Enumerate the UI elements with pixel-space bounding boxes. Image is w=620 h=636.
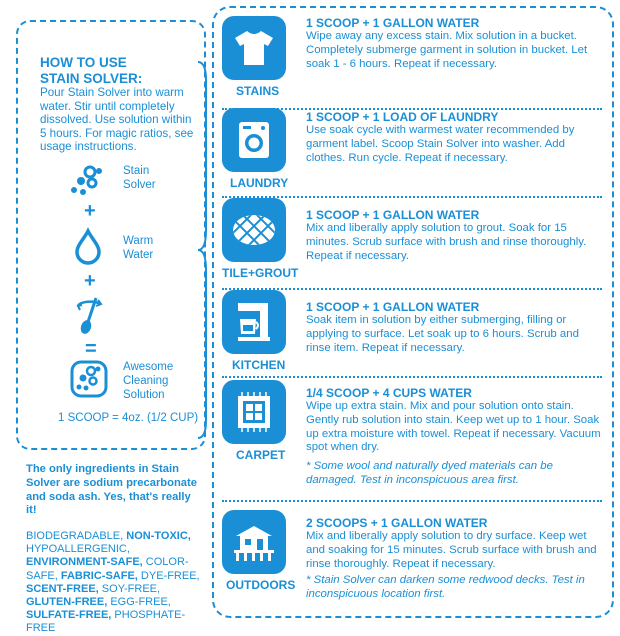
attribute-item: BIODEGRADABLE,: [26, 530, 124, 542]
attribute-item: COLOR-SAFE,: [26, 556, 189, 582]
section-label: OUTDOORS: [226, 578, 296, 592]
attribute-item: EGG-FREE,: [110, 596, 171, 609]
result-label: Awesome Cleaning Solution: [123, 361, 174, 401]
attribute-item: NON-TOXIC,: [126, 530, 191, 542]
attribute-item: GLUTEN-FREE,: [26, 596, 108, 609]
tile-carpet: [222, 380, 286, 444]
section-body: Mix and liberally apply solution to dry surface. Keep wet and soaking for 15 minutes. Scrub surface with brush and rinse thoroughly. Repeat if necessary.: [306, 530, 597, 570]
attribute-item: SULFATE-FREE,: [26, 609, 112, 622]
attribute-item: PHOSPHATE-FREE: [26, 609, 186, 635]
bubbles-icon: [70, 166, 104, 198]
tile-laundry: [222, 108, 286, 172]
section-stains: [222, 16, 602, 102]
ingredients-text: The only ingredients in Stain Solver are sodium precarbonate and soda ash. Yes, that's really it!: [26, 463, 197, 517]
attribute-item: SCENT-FREE,: [26, 582, 99, 595]
section-label: CARPET: [236, 448, 286, 462]
section-heading: 1 SCOOP + 1 GALLON WATER: [306, 208, 480, 222]
attribute-item: FABRIC-SAFE,: [60, 569, 138, 582]
section-carpet: [222, 380, 602, 500]
section-divider: [222, 500, 602, 502]
section-heading: 1/4 SCOOP + 4 CUPS WATER: [306, 386, 472, 400]
tile-stains: [222, 16, 286, 80]
attribute-item: DYE-FREE,: [140, 569, 200, 582]
attribute-item: ENVIRONMENT-SAFE,: [26, 556, 143, 569]
section-label: LAUNDRY: [230, 176, 289, 190]
washing-machine-icon: [237, 120, 271, 160]
tile-grout-icon: [231, 213, 277, 247]
product-attributes: [26, 530, 211, 636]
water-drop-icon: [74, 228, 102, 264]
section-body: Use soak cycle with warmest water recommended by garment label. Scoop Stain Solver into washer. Add clothes. Run cycle. Repeat if necessary.: [306, 124, 575, 164]
plus-sign: +: [84, 200, 96, 222]
section-laundry: [222, 108, 602, 194]
plus-sign-2: +: [84, 270, 96, 292]
section-label: KITCHEN: [232, 358, 286, 372]
section-note: * Stain Solver can darken some redwood decks. Test in inconspicuous location first.: [306, 574, 585, 600]
house-deck-icon: [232, 522, 276, 562]
section-heading: 1 SCOOP + 1 GALLON WATER: [306, 16, 480, 30]
section-body: Soak item in solution by either submerging, filling or applying to surface. Let soak up to 6 hours. Scrub and rinse item. Repeat if necessary.: [306, 314, 579, 354]
section-heading: 1 SCOOP + 1 GALLON WATER: [306, 300, 480, 314]
scoop-measure-note: 1 SCOOP = 4oz. (1/2 CUP): [58, 412, 199, 424]
section-note: * Some wool and naturally dyed materials can be damaged. Test in inconspicuous area first.: [306, 460, 553, 486]
tile-tile-grout: [222, 198, 286, 262]
tshirt-icon: [233, 29, 275, 67]
section-body: Wipe up extra stain. Mix and pour solution onto stain. Gently rub solution into stain. Keep wet up to 1 hour. Soak up extra moisture with towel. Repeat if necessary. Vacuum spot when dry.: [306, 400, 601, 454]
section-body: Wipe away any excess stain. Mix solution in a bucket. Completely submerge garment in solution in bucket. Let soak 1 - 6 hours. Repeat if necessary.: [306, 30, 588, 70]
warm-water-label: Warm Water: [123, 235, 154, 261]
how-to-use-text: Pour Stain Solver into warm water. Stir until completely dissolved. Use solution within 5 hours. For magic ratios, see usage instructions.: [40, 86, 194, 154]
stain-solver-label: Stain Solver: [123, 165, 156, 191]
section-heading: 1 SCOOP + 1 LOAD OF LAUNDRY: [306, 110, 499, 124]
section-body: Mix and liberally apply solution to grout. Soak for 15 minutes. Scrub surface with brush and rinse thoroughly. Repeat if necessary.: [306, 222, 587, 262]
section-divider: [222, 376, 602, 378]
stir-spoon-icon: [72, 296, 106, 336]
section-kitchen: [222, 290, 602, 376]
how-to-use-title: HOW TO USE STAIN SOLVER:: [40, 55, 143, 86]
carpet-icon: [234, 392, 274, 432]
equals-sign: =: [85, 338, 97, 360]
attribute-item: HYPOALLERGENIC,: [26, 543, 130, 556]
section-heading: 2 SCOOPS + 1 GALLON WATER: [306, 516, 488, 530]
section-outdoors: [222, 510, 602, 610]
tile-outdoors: [222, 510, 286, 574]
section-tile-grout: [222, 198, 602, 284]
section-label: STAINS: [236, 84, 280, 98]
solution-jar-icon: [70, 360, 108, 398]
tile-kitchen: [222, 290, 286, 354]
section-label: TILE+GROUT: [222, 266, 299, 280]
attribute-item: SOY-FREE,: [101, 582, 161, 595]
coffee-maker-icon: [234, 301, 274, 343]
